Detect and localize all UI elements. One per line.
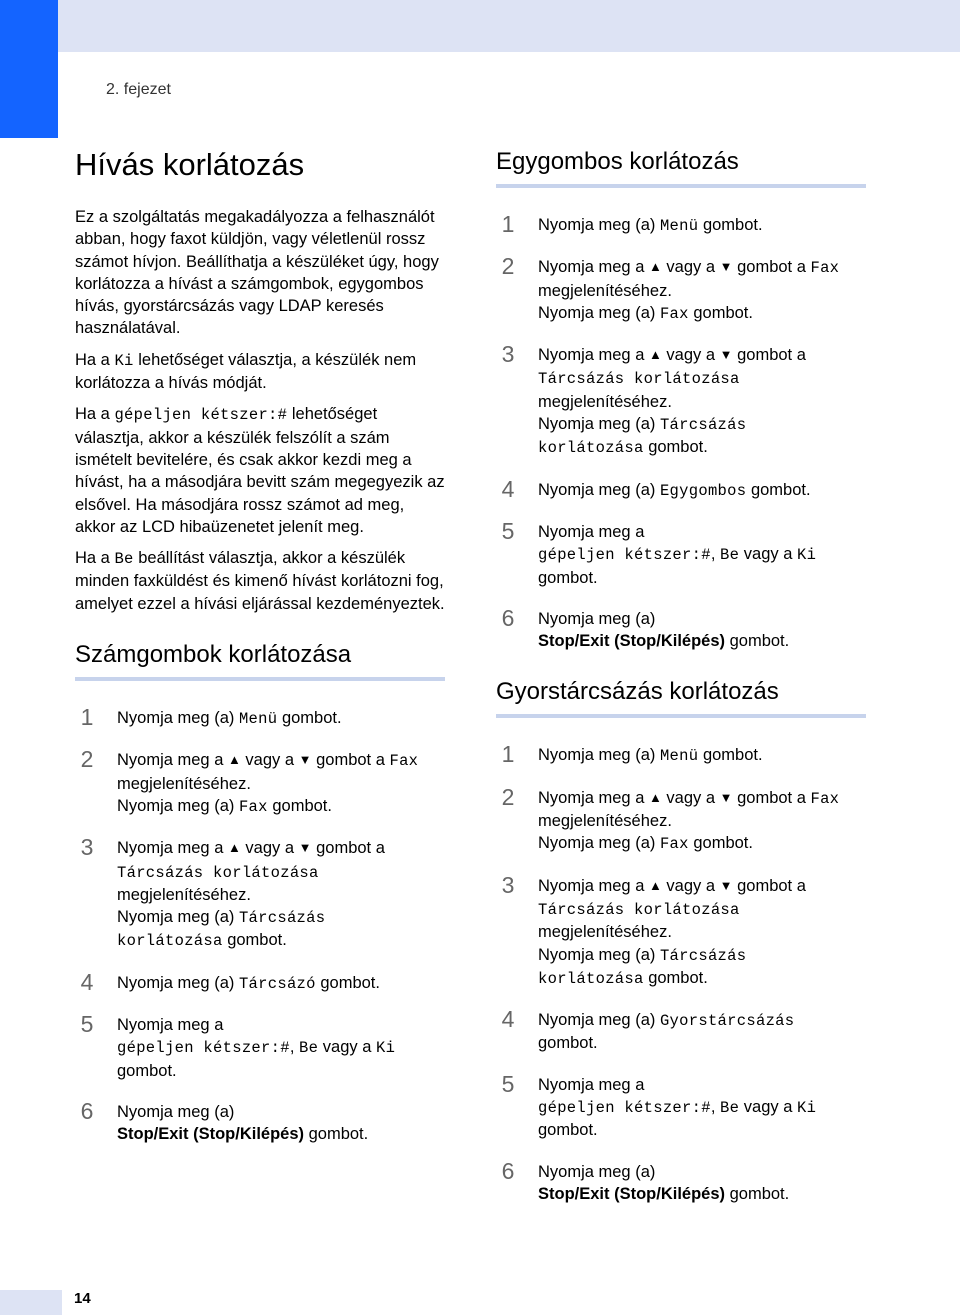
step-number-3: 3 bbox=[501, 341, 515, 368]
paragraph-be: Ha a Be beállítást választja, akkor a készülék minden faxküldést és kimenő hívást korlátozni fog, amelyet ezzel a hívási eljárással kezdeményeztek. bbox=[75, 549, 445, 613]
steps-szamgombok bbox=[75, 704, 445, 1145]
step-number-5: 5 bbox=[501, 1070, 515, 1097]
paragraph-ki: Ha a Ki lehetőséget választja, a készülék nem korlátozza a hívás módját. bbox=[75, 350, 417, 393]
step-number-6: 6 bbox=[501, 604, 515, 631]
step-3: 3 Nyomja meg a ▲ vagy a ▼ gombot a Tárcsázás korlátozása megjelenítéséhez. Nyomja meg (a) Tárcsázás korlátozása gombot. bbox=[496, 875, 866, 990]
section-title-egygombos: Egygombos korlátozás bbox=[496, 148, 866, 188]
step-5: 5 Nyomja meg a gépeljen kétszer:#, Be vagy a Ki gombot. bbox=[75, 1014, 445, 1082]
step-2: 2 Nyomja meg a ▲ vagy a ▼ gombot a Fax megjelenítéséhez. Nyomja meg (a) Fax gombot. bbox=[75, 749, 445, 818]
step-number-6: 6 bbox=[80, 1097, 94, 1124]
up-arrow-icon: ▲ bbox=[648, 877, 662, 893]
left-column bbox=[75, 140, 445, 1165]
step-4: 4 Nyomja meg (a) Egygombos gombot. bbox=[496, 479, 866, 502]
up-arrow-icon: ▲ bbox=[227, 840, 241, 856]
page-title: Hívás korlátozás bbox=[75, 147, 305, 182]
step-number-4: 4 bbox=[501, 475, 515, 502]
steps-gyorstarcsazas bbox=[496, 741, 866, 1205]
step-number-2: 2 bbox=[501, 253, 515, 280]
step-number-1: 1 bbox=[501, 741, 515, 768]
step-number-1: 1 bbox=[501, 211, 515, 237]
section-title-gyorstarcsazas: Gyorstárcsázás korlátozás bbox=[496, 678, 866, 718]
step-4: 4 Nyomja meg (a) Tárcsázó gombot. bbox=[75, 972, 445, 995]
step-number-4: 4 bbox=[80, 968, 94, 995]
up-arrow-icon: ▲ bbox=[648, 789, 662, 805]
step-number-2: 2 bbox=[501, 783, 515, 810]
up-arrow-icon: ▲ bbox=[648, 347, 662, 363]
step-number-1: 1 bbox=[80, 704, 94, 731]
step-number-5: 5 bbox=[501, 517, 515, 544]
down-arrow-icon: ▼ bbox=[298, 752, 312, 768]
footer-band bbox=[0, 1290, 62, 1315]
up-arrow-icon: ▲ bbox=[227, 752, 241, 768]
chapter-band bbox=[58, 52, 960, 138]
steps-egygombos bbox=[496, 211, 866, 652]
header-band bbox=[0, 0, 960, 52]
step-5: 5 Nyomja meg a gépeljen kétszer:#, Be vagy a Ki gombot. bbox=[496, 1074, 866, 1142]
step-number-4: 4 bbox=[501, 1006, 515, 1033]
down-arrow-icon: ▼ bbox=[298, 840, 312, 856]
down-arrow-icon: ▼ bbox=[719, 347, 733, 363]
step-number-5: 5 bbox=[80, 1011, 94, 1038]
intro-paragraph: Ez a szolgáltatás megakadályozza a felhasználót abban, hogy faxot küldjön, vagy véletlenül rossz számot hívjon. Beállíthatja a készüléket úgy, hogy korlátozza a hívást a számgombok, egygombos hívás, gyorstárcsázás vagy LDAP keresés használatával. bbox=[75, 208, 439, 338]
step-6: 6 Nyomja meg (a) Stop/Exit (Stop/Kilépés) gombot. bbox=[496, 608, 866, 653]
step-6: 6 Nyomja meg (a) Stop/Exit (Stop/Kilépés) gombot. bbox=[496, 1161, 866, 1206]
step-4: 4 Nyomja meg (a) Gyorstárcsázás gombot. bbox=[496, 1009, 866, 1055]
step-1: 1 Nyomja meg (a) Menü gombot. bbox=[496, 744, 866, 767]
step-number-3: 3 bbox=[80, 834, 94, 861]
step-1: 1 Nyomja meg (a) Menü gombot. bbox=[75, 707, 445, 730]
step-1: 1 Nyomja meg (a) Menü gombot. bbox=[496, 214, 866, 237]
chapter-tab bbox=[0, 0, 58, 138]
chapter-label: 2. fejezet bbox=[106, 81, 171, 98]
section-title-szamgombok: Számgombok korlátozása bbox=[75, 641, 445, 681]
step-2: 2 Nyomja meg a ▲ vagy a ▼ gombot a Fax megjelenítéséhez. Nyomja meg (a) Fax gombot. bbox=[496, 256, 866, 325]
down-arrow-icon: ▼ bbox=[719, 877, 733, 893]
page-number: 14 bbox=[74, 1290, 91, 1307]
step-number-3: 3 bbox=[501, 871, 515, 898]
step-number-6: 6 bbox=[501, 1157, 515, 1184]
step-3: 3 Nyomja meg a ▲ vagy a ▼ gombot a Tárcsázás korlátozása megjelenítéséhez. Nyomja meg (a) Tárcsázás korlátozása gombot. bbox=[496, 344, 866, 459]
step-3: 3 Nyomja meg a ▲ vagy a ▼ gombot a Tárcsázás korlátozása megjelenítéséhez. Nyomja meg (a) Tárcsázás korlátozása gombot. bbox=[75, 837, 445, 952]
step-5: 5 Nyomja meg a gépeljen kétszer:#, Be vagy a Ki gombot. bbox=[496, 521, 866, 589]
down-arrow-icon: ▼ bbox=[719, 789, 733, 805]
right-column bbox=[496, 140, 866, 1224]
step-2: 2 Nyomja meg a ▲ vagy a ▼ gombot a Fax megjelenítéséhez. Nyomja meg (a) Fax gombot. bbox=[496, 787, 866, 856]
step-number-2: 2 bbox=[80, 746, 94, 773]
paragraph-gepeljen: Ha a gépeljen kétszer:# lehetőséget választja, akkor a készülék felszólít a szám ismételt bevitelére, és csak akkor kezdi meg a hívást, ha a másodjára bevitt szám megegyezik az elsővel. Ha másodjára rossz számot ad meg, akkor az LCD hibaüzenetet jelenít meg. bbox=[75, 405, 445, 536]
down-arrow-icon: ▼ bbox=[719, 259, 733, 275]
up-arrow-icon: ▲ bbox=[648, 259, 662, 275]
step-6: 6 Nyomja meg (a) Stop/Exit (Stop/Kilépés) gombot. bbox=[75, 1101, 445, 1146]
